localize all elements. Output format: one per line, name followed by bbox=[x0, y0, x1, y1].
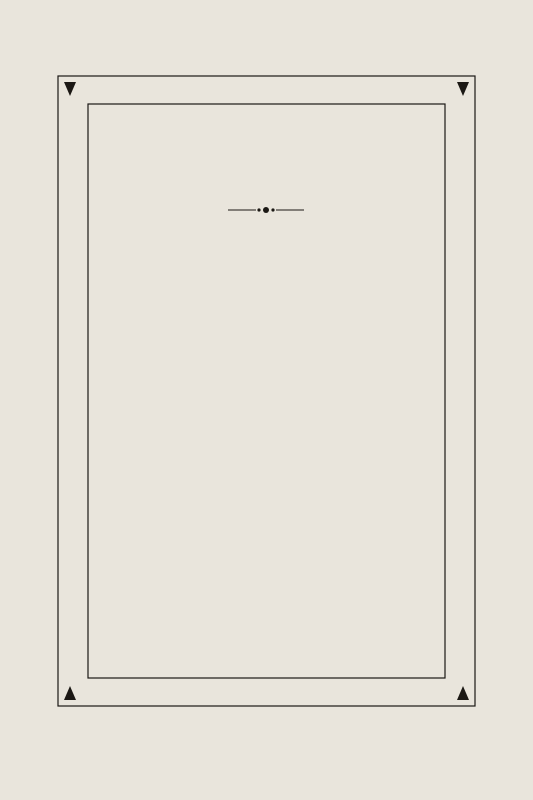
title-ornament-icon bbox=[226, 204, 306, 216]
